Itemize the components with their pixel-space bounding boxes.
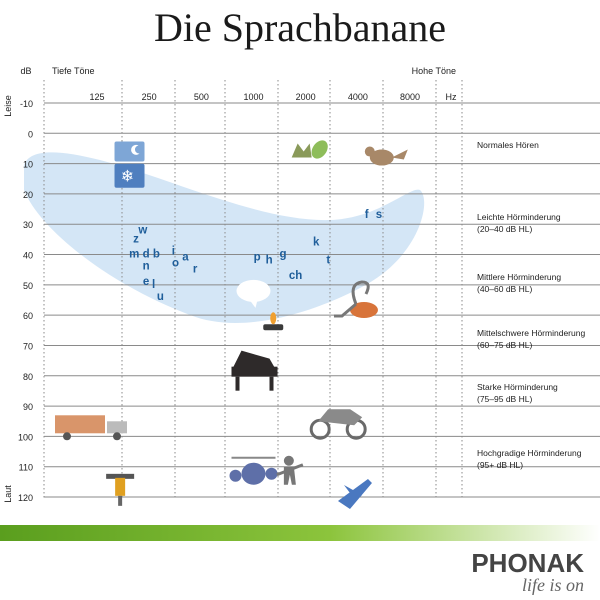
y-tick-label: -10 [19, 99, 33, 109]
hearing-level-label [477, 140, 539, 150]
phoneme-label: i [171, 245, 176, 258]
axis-note-loud: Laut [3, 485, 13, 503]
clock-icon [115, 141, 145, 161]
guitarist-icon [277, 456, 303, 485]
speech-banana-area [24, 152, 424, 323]
hearing-level-label [477, 272, 561, 294]
brand-stripe [0, 525, 600, 541]
axis-note-high: Hohe Töne [411, 66, 456, 76]
drums-icon [230, 458, 278, 485]
phoneme-label: o [172, 257, 180, 270]
phoneme-label: p [253, 251, 261, 264]
hearing-level-name: Leichte Hörminderung [477, 212, 561, 222]
phoneme-label: t [326, 254, 331, 267]
y-tick-label: 60 [22, 311, 33, 322]
phoneme-label: m [129, 248, 140, 261]
x-tick-label: 250 [141, 92, 157, 102]
y-tick-label: 80 [22, 371, 33, 382]
hearing-level-range: (20–40 dB HL) [477, 224, 533, 234]
bird-icon [365, 147, 408, 166]
hearing-level-label [477, 328, 585, 350]
phoneme-label: f [364, 209, 369, 222]
phoneme-label: l [151, 278, 156, 291]
x-tick-label: 4000 [347, 92, 368, 102]
phoneme-label: a [182, 251, 189, 264]
motorcycle-icon [311, 409, 365, 438]
phoneme-label: ch [288, 269, 303, 282]
y-tick-label: 0 [27, 129, 33, 140]
x-tick-label: 125 [89, 92, 105, 102]
x-tick-label: 1000 [243, 92, 264, 102]
hearing-level-range: (95+ dB HL) [477, 460, 524, 470]
hearing-level-name: Mittelschwere Hörminderung [477, 328, 586, 338]
x-axis-unit: Hz [445, 92, 457, 102]
y-tick-label: 20 [22, 189, 33, 200]
brand-logo: PHONAK [471, 548, 584, 578]
piano-icon [232, 351, 278, 391]
y-tick-label: 100 [17, 432, 33, 443]
phoneme-label: z [133, 233, 139, 246]
hearing-level-range: (60–75 dB HL) [477, 340, 533, 350]
hearing-level-name: Starke Hörminderung [477, 382, 558, 392]
axis-note-low: Tiefe Töne [52, 66, 95, 76]
phoneme-label: d [142, 248, 150, 261]
phoneme-label: w [138, 224, 148, 237]
phoneme-label: u [156, 291, 164, 303]
x-tick-label: 2000 [295, 92, 316, 102]
svg-text:❄: ❄ [120, 166, 135, 186]
phoneme-label: g [279, 248, 287, 261]
phoneme-label: s [375, 209, 383, 222]
axis-note-quiet: Leise [3, 95, 13, 117]
x-tick-label: 8000 [399, 92, 421, 102]
hearing-level-name: Hochgradige Hörminderung [477, 448, 582, 458]
x-tick-label: 500 [193, 92, 209, 102]
airplane-icon [338, 479, 372, 509]
y-tick-label: 120 [17, 493, 33, 503]
brand-block [471, 548, 584, 596]
hearing-level-label [477, 382, 558, 404]
page-title: Die Sprachbanane [153, 5, 447, 50]
leaves-icon [292, 137, 331, 161]
hearing-level-name: Normales Hören [477, 140, 539, 150]
y-tick-label: 50 [22, 280, 33, 291]
y-tick-label: 30 [22, 220, 33, 231]
hearing-level-range: (75–95 dB HL) [477, 394, 533, 404]
phoneme-label: k [312, 236, 320, 249]
hearing-level-range: (40–60 dB HL) [477, 284, 533, 294]
y-tick-label: 40 [22, 250, 33, 261]
phoneme-label: n [142, 260, 150, 273]
phoneme-label: r [192, 263, 198, 276]
phoneme-label: e [142, 275, 150, 288]
hearing-level-name: Mittlere Hörminderung [477, 272, 562, 282]
jackhammer-icon [106, 474, 134, 506]
y-tick-label: 70 [22, 341, 33, 352]
phoneme-label: b [152, 248, 160, 261]
y-tick-label: 90 [22, 402, 33, 413]
y-tick-label: 10 [22, 159, 33, 170]
y-axis-unit: dB [20, 66, 32, 76]
brand-tagline: life is on [522, 575, 584, 595]
y-tick-label: 110 [18, 462, 33, 473]
fridge-icon [115, 164, 145, 188]
phoneme-label: h [265, 254, 273, 267]
hearing-level-label [477, 212, 561, 234]
